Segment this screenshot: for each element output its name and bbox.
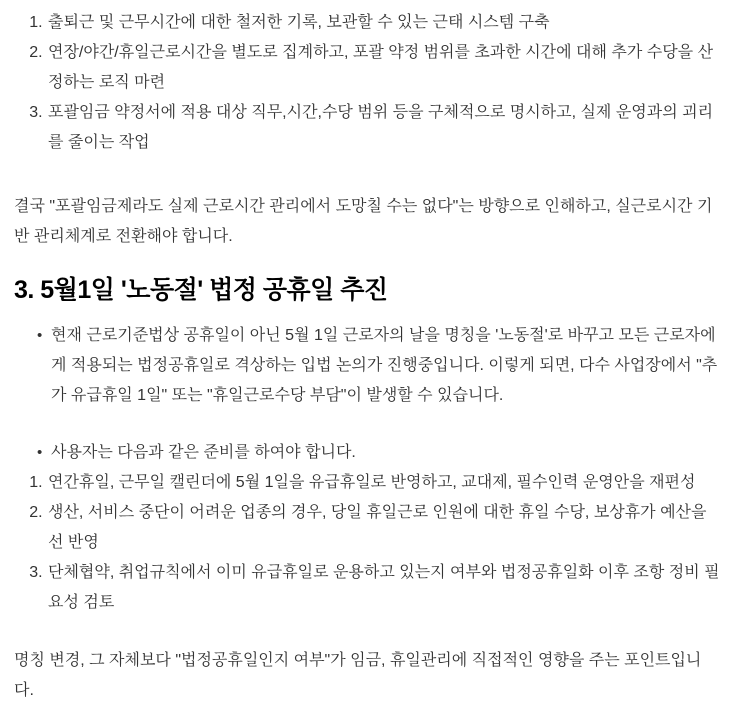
employer-preparation-list bbox=[14, 468, 720, 618]
list-item: 2. 연장/야간/휴일근로시간을 별도로 집계하고, 포괄 약정 범위를 초과한 시간에 대해 추가 수당을 산정하는 로직 마련 bbox=[47, 38, 720, 98]
list-item: • 사용자는 다음과 같은 준비를 하여야 합니다. bbox=[37, 438, 720, 468]
list-item: • 현재 근로기준법상 공휴일이 아닌 5월 1일 근로자의 날을 명칭을 '노동절'로 바꾸고 모든 근로자에게 적용되는 법정공휴일로 격상하는 입법 논의가 진행중입니다. 이렇게 되면, 다수 사업장에서 "추가 유급휴일 1일" 또는 "휴일근로수당 부담"이 발생할 수 있습니다. bbox=[37, 321, 720, 411]
labor-day-bullet-list bbox=[14, 321, 720, 468]
list-item: 3. 단체협약, 취업규칙에서 이미 유급휴일로 운용하고 있는지 여부와 법정공휴일화 이후 조항 정비 필요성 검토 bbox=[47, 558, 720, 618]
list-item: 1. 출퇴근 및 근무시간에 대한 철저한 기록, 보관할 수 있는 근태 시스템 구축 bbox=[47, 8, 720, 38]
conclusion-paragraph: 결국 "포괄임금제라도 실제 근로시간 관리에서 도망칠 수는 없다"는 방향으로 인해하고, 실근로시간 기반 관리체계로 전환해야 합니다. bbox=[14, 198, 713, 245]
list-item: 3. 포괄임금 약정서에 적용 대상 직무,시간,수당 범위 등을 구체적으로 명시하고, 실제 운영과의 괴리를 줄이는 작업 bbox=[47, 98, 720, 158]
list-item: 1. 연간휴일, 근무일 캘린더에 5월 1일을 유급휴일로 반영하고, 교대제, 필수인력 운영안을 재편성 bbox=[47, 468, 720, 498]
closing-paragraph: 명칭 변경, 그 자체보다 "법정공휴일인지 여부"가 임금, 휴일관리에 직접적인 영향을 주는 포인트입니다. bbox=[14, 652, 702, 699]
list-item: 2. 생산, 서비스 중단이 어려운 업종의 경우, 당일 휴일근로 인원에 대한 휴일 수당, 보상휴가 예산을 선 반영 bbox=[47, 498, 720, 558]
section-heading: 3. 5월1일 '노동절' 법정 공휴일 추진 bbox=[14, 276, 388, 304]
compliance-action-list bbox=[14, 8, 720, 158]
